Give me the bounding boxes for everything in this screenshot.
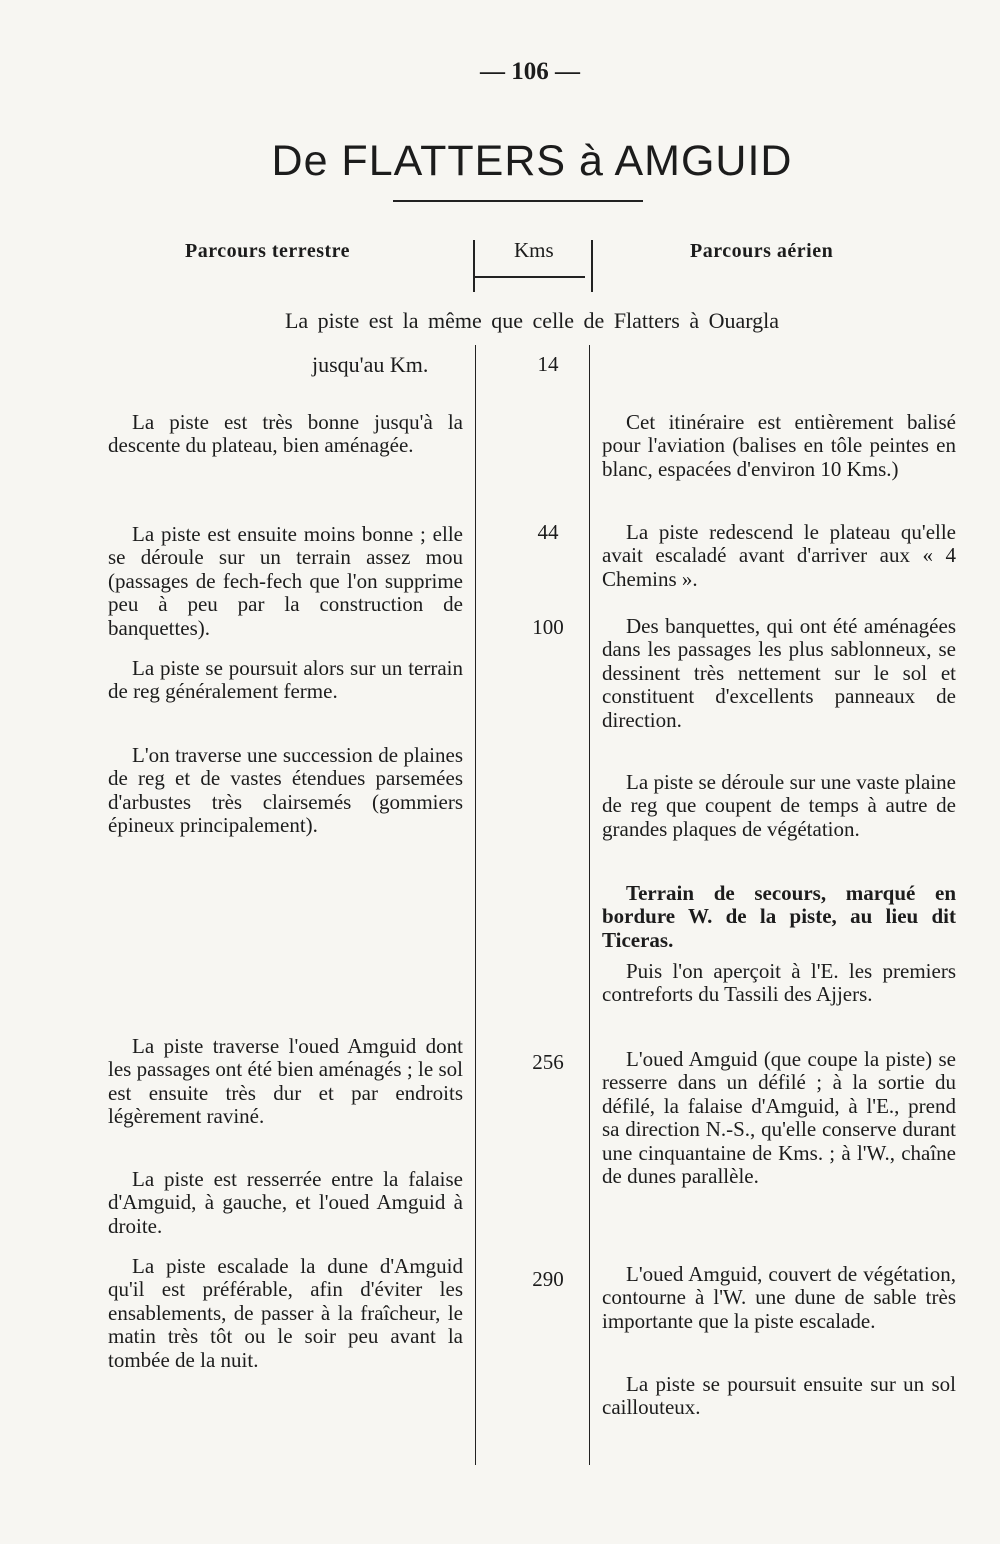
land-paragraph: La piste est ensuite moins bonne ; elle se déroule sur un terrain assez mou (passages de fech-fech que l'on supprime peu à peu par la construction de banquettes). xyxy=(108,522,463,640)
air-paragraph: L'oued Amguid, couvert de végétation, contourne à l'W. une dune de sable très importante que la piste escalade. xyxy=(602,1262,956,1333)
page-title: De FLATTERS à AMGUID xyxy=(271,137,793,185)
column-divider xyxy=(473,240,475,292)
air-paragraph: Des banquettes, qui ont été aménagées dans les passages les plus sablonneux, se dessinent très nettement sur le sol et constituent d'excellents panneaux de direction. xyxy=(602,614,956,732)
land-paragraph: La piste se poursuit alors sur un terrain de reg généralement ferme. xyxy=(108,656,463,704)
air-paragraph: Puis l'on aperçoit à l'E. les premiers contreforts du Tassili des Ajjers. xyxy=(602,959,956,1007)
title-divider xyxy=(393,200,643,202)
column-divider xyxy=(475,345,476,1465)
air-paragraph: L'oued Amguid (que coupe la piste) se resserre dans un défilé ; à la sortie du défilé, la falaise d'Amguid, à l'E., prend sa direction N.-S., qu'elle conserve durant une cinquantaine de Kms. ; à l'W., chaîne de dunes parallèle. xyxy=(602,1047,956,1189)
km-marker: 100 xyxy=(532,615,564,639)
km-marker: 290 xyxy=(532,1267,564,1291)
land-paragraph: La piste est resserrée entre la falaise d'Amguid, à gauche, et l'oued Amguid à droite. xyxy=(108,1167,463,1238)
air-paragraph: La piste redescend le plateau qu'elle avait escaladé avant d'arriver aux « 4 Chemins ». xyxy=(602,520,956,591)
air-paragraph: Cet itinéraire est entièrement balisé pour l'aviation (balises en tôle peintes en blanc, espacées d'environ 10 Kms.) xyxy=(602,410,956,481)
land-paragraph: La piste est très bonne jusqu'à la descente du plateau, bien aménagée. xyxy=(108,410,463,458)
intro-line: La piste est la même que celle de Flatters à Ouargla xyxy=(284,308,780,333)
land-paragraph: La piste traverse l'oued Amguid dont les passages ont été bien aménagés ; le sol est ensuite très dur et par endroits légèrement raviné. xyxy=(108,1034,463,1129)
kms-header-underline xyxy=(475,276,585,278)
land-paragraph: L'on traverse une succession de plaines de reg et de vastes étendues parsemées d'arbustes très clairsemés (gommiers épineux principalement). xyxy=(108,743,463,838)
column-divider xyxy=(591,240,593,292)
intro-until: jusqu'au Km. xyxy=(312,352,429,377)
land-paragraph: La piste escalade la dune d'Amguid qu'il est préférable, afin d'éviter les ensablements, de passer à la fraîcheur, le matin très tôt ou le soir peu avant la tombée de la nuit. xyxy=(108,1254,463,1372)
page-number: — 106 — xyxy=(480,58,580,85)
air-paragraph: La piste se poursuit ensuite sur un sol caillouteux. xyxy=(602,1372,956,1420)
column-header-land-route: Parcours terrestre xyxy=(185,240,351,262)
km-marker: 14 xyxy=(537,352,559,376)
column-divider xyxy=(589,345,590,1465)
column-header-kms: Kms xyxy=(514,238,554,262)
km-marker: 256 xyxy=(532,1050,564,1074)
column-header-air-route: Parcours aérien xyxy=(690,240,834,262)
emergency-terrain-note: Terrain de secours, marqué en bordure W. de la piste, au lieu dit Ticeras. xyxy=(602,881,956,952)
km-marker: 44 xyxy=(537,520,559,544)
air-paragraph: La piste se déroule sur une vaste plaine de reg que coupent de temps à autre de grandes plaques de végétation. xyxy=(602,770,956,841)
